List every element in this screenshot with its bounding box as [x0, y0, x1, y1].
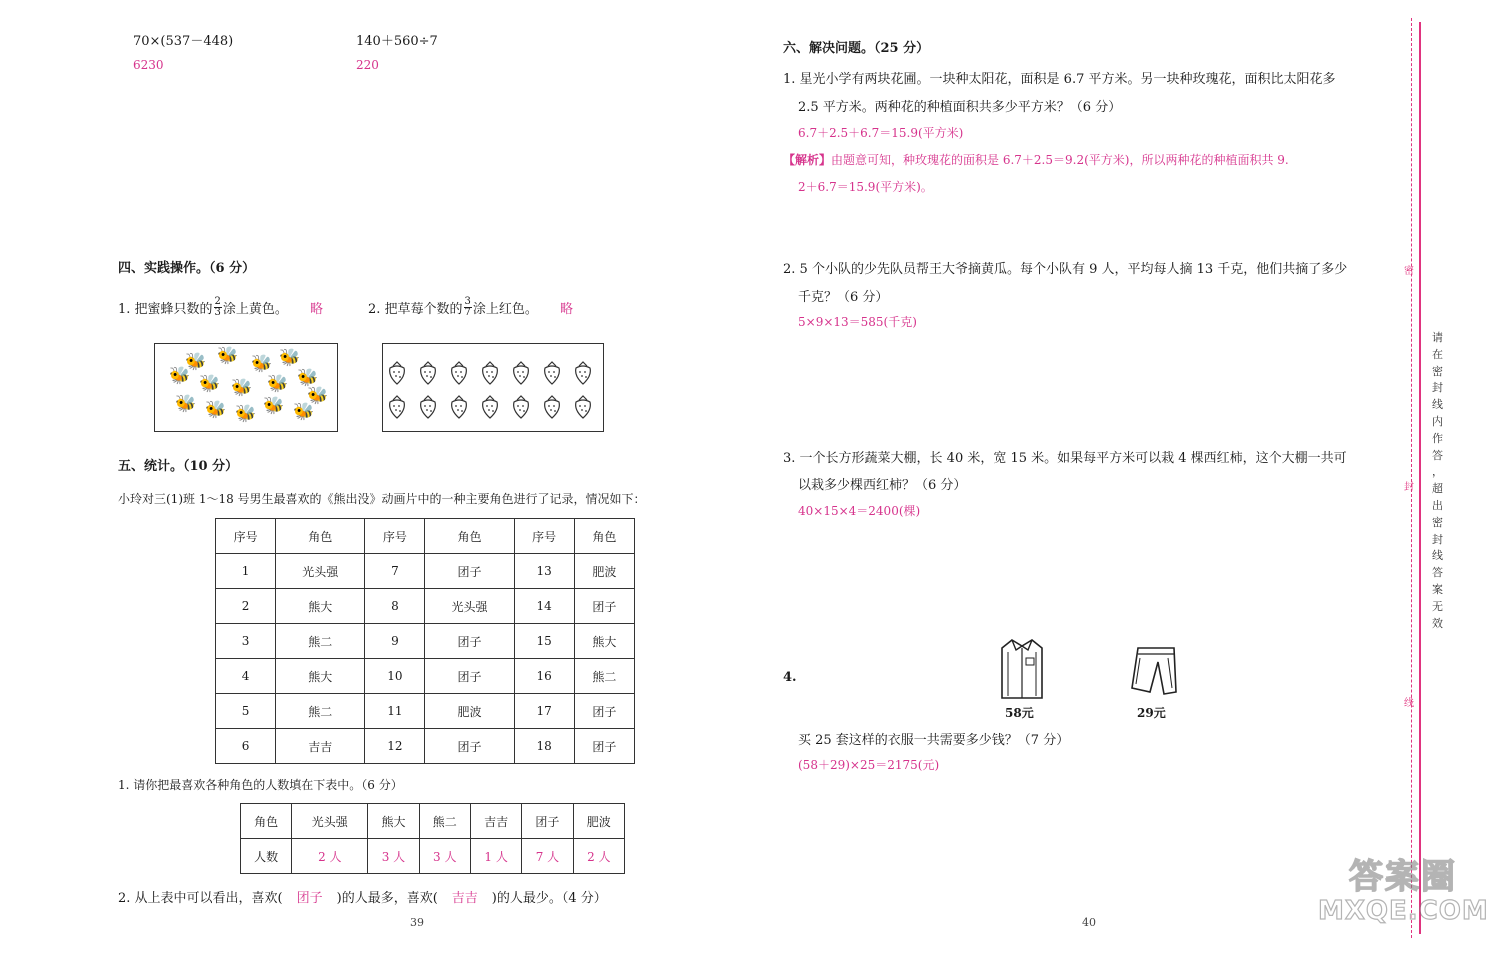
table-cell: 13 — [514, 554, 574, 589]
table-cell: 团子 — [574, 694, 634, 729]
bee-icon: 🐝 — [297, 368, 319, 388]
answer-cell: 7 人 — [522, 839, 573, 874]
table-row — [216, 589, 635, 624]
answer-cell: 2 人 — [292, 839, 368, 874]
bees-box — [154, 343, 338, 432]
table-cell: 2 — [216, 589, 276, 624]
watermark-url: MXQE.COM — [1318, 896, 1489, 926]
calc-answer-1: 6230 — [133, 58, 164, 72]
answer-cell: 3 人 — [419, 839, 470, 874]
margin-mark-mid: 封 — [1404, 482, 1414, 493]
q1-answer: 略 — [309, 302, 323, 317]
notice-char: 密 — [1432, 364, 1443, 378]
notice-char: 答 — [1432, 566, 1443, 580]
q1-prefix: 1. 把蜜蜂只数的 — [118, 302, 213, 317]
q2-line-1: 2. 5 个小队的少先队员帮王大爷摘黄瓜。每个小队有 9 人，平均每人摘 13 千克，他们共摘了多少 — [783, 262, 1348, 277]
bee-icon: 🐝 — [169, 366, 191, 386]
analysis-label: 【解析】 — [783, 153, 832, 167]
table-cell: 角色 — [241, 804, 292, 839]
notice-char: ， — [1432, 465, 1443, 479]
watermark-logo — [1318, 858, 1488, 926]
count-table-roles-row — [241, 804, 625, 839]
shirt-price: 58元 — [1005, 706, 1034, 720]
section4-question-2 — [368, 297, 573, 318]
table-cell: 人数 — [241, 839, 292, 874]
notice-char: 案 — [1432, 582, 1443, 596]
strawberries-drawing — [383, 344, 603, 431]
table-row — [216, 554, 635, 589]
notice-char: 内 — [1432, 414, 1443, 428]
q4-answer: (58＋29)×25＝2175(元) — [798, 758, 940, 772]
table-cell: 9 — [365, 624, 425, 659]
q1-suffix: 涂上黄色。 — [222, 302, 288, 317]
notice-char: 效 — [1432, 616, 1443, 630]
table-cell: 7 — [365, 554, 425, 589]
calc-expression-2: 140＋560÷7 — [356, 34, 438, 49]
q2-answer-least: 吉吉 — [451, 891, 478, 906]
table-cell: 光头强 — [292, 804, 368, 839]
q2-text: )的人最少。（4 分） — [491, 891, 607, 906]
fraction-denominator: 7 — [464, 307, 471, 318]
table-cell: 8 — [365, 589, 425, 624]
notice-char: 请 — [1432, 331, 1443, 344]
page-number-left: 39 — [410, 916, 424, 929]
bee-icon: 🐝 — [205, 400, 227, 420]
q2-text: 2. 从上表中可以看出，喜欢( — [118, 891, 283, 906]
fraction-three-sevenths — [464, 297, 472, 318]
section4-question-1 — [118, 297, 323, 318]
header-cell: 角色 — [276, 519, 365, 554]
section5-intro: 小玲对三(1)班 1～18 号男生最喜欢的《熊出没》动画片中的一种主要角色进行了记录，情况如下： — [118, 492, 646, 506]
section6-title: 六、解决问题。（25 分） — [783, 41, 930, 56]
notice-char: 作 — [1432, 431, 1443, 445]
table-row — [216, 694, 635, 729]
header-cell: 序号 — [216, 519, 276, 554]
table-cell: 12 — [365, 729, 425, 764]
q2-text: )的人最多，喜欢( — [336, 891, 438, 906]
answer-cell: 3 人 — [368, 839, 419, 874]
table-cell: 团子 — [574, 729, 634, 764]
table-cell: 团子 — [425, 624, 514, 659]
page-number-right: 40 — [1082, 916, 1096, 929]
watermark-title: 答案圈 — [1349, 857, 1457, 897]
pants-price: 29元 — [1137, 706, 1166, 720]
table-cell: 团子 — [425, 554, 514, 589]
table-cell: 1 — [216, 554, 276, 589]
answer-cell: 1 人 — [470, 839, 521, 874]
table-cell: 肥波 — [574, 554, 634, 589]
notice-char: 超 — [1432, 482, 1443, 496]
notice-char: 封 — [1432, 381, 1443, 395]
section5-title: 五、统计。（10 分） — [118, 459, 239, 474]
notice-char: 出 — [1432, 498, 1443, 512]
table-cell: 肥波 — [425, 694, 514, 729]
table-cell: 6 — [216, 729, 276, 764]
table-cell: 17 — [514, 694, 574, 729]
q3-line-2: 以栽多少棵西红柿？（6 分） — [798, 478, 967, 493]
notice-char: 线 — [1432, 398, 1443, 412]
notice-char: 无 — [1432, 599, 1443, 613]
strawberry-row-2 — [390, 396, 591, 418]
bee-icon: 🐝 — [235, 404, 257, 424]
strawberries-box — [382, 343, 604, 432]
table-cell: 5 — [216, 694, 276, 729]
table-cell: 熊大 — [368, 804, 419, 839]
binding-line — [1419, 22, 1421, 934]
table-cell: 熊大 — [276, 589, 365, 624]
q3-line-1: 3. 一个长方形蔬菜大棚，长 40 米，宽 15 米。如果每平方米可以栽 4 棵西红柿，这个大棚一共可 — [783, 451, 1347, 466]
q4-number: 4. — [783, 670, 797, 685]
count-table-counts-row — [241, 839, 625, 874]
pants-icon — [1128, 644, 1180, 696]
table-cell: 11 — [365, 694, 425, 729]
bee-icon: 🐝 — [307, 386, 329, 406]
table-cell: 16 — [514, 659, 574, 694]
table-cell: 团子 — [574, 589, 634, 624]
notice-char: 线 — [1432, 549, 1443, 563]
table-cell: 熊大 — [276, 659, 365, 694]
bee-icon: 🐝 — [217, 346, 239, 366]
margin-mark-top: 密 — [1404, 266, 1414, 277]
table-cell: 3 — [216, 624, 276, 659]
notice-char: 密 — [1432, 515, 1443, 529]
bee-icon: 🐝 — [279, 348, 301, 368]
table-cell: 光头强 — [276, 554, 365, 589]
fraction-denominator: 3 — [214, 307, 221, 318]
calc-expression-1: 70×(537－448) — [133, 34, 234, 49]
q2-answer: 5×9×13＝585(千克) — [798, 315, 917, 329]
fraction-numerator: 2 — [214, 296, 221, 307]
q2-answer: 略 — [559, 302, 573, 317]
q2-prefix: 2. 把草莓个数的 — [368, 302, 463, 317]
table-cell: 熊二 — [276, 624, 365, 659]
record-table-header — [216, 519, 635, 554]
bee-icon: 🐝 — [175, 394, 197, 414]
table-cell: 吉吉 — [276, 729, 365, 764]
table-cell: 熊二 — [574, 659, 634, 694]
table-cell: 团子 — [522, 804, 573, 839]
record-table — [215, 518, 635, 764]
table-cell: 团子 — [425, 659, 514, 694]
fraction-numerator: 3 — [464, 296, 471, 307]
notice-char: 在 — [1432, 347, 1443, 361]
section5-question-1: 1. 请你把最喜欢各种角色的人数填在下表中。（6 分） — [118, 778, 403, 792]
calc-answer-2: 220 — [356, 58, 379, 72]
bee-icon: 🐝 — [267, 374, 289, 394]
q2-suffix: 涂上红色。 — [472, 302, 538, 317]
table-cell: 光头强 — [425, 589, 514, 624]
table-cell: 10 — [365, 659, 425, 694]
q2-answer-most: 团子 — [296, 891, 323, 906]
table-cell: 团子 — [425, 729, 514, 764]
q1-analysis-line-2: 2＋6.7＝15.9(平方米)。 — [798, 180, 933, 194]
notice-char: 封 — [1432, 532, 1443, 546]
strawberry-row-1 — [390, 362, 591, 384]
table-cell: 14 — [514, 589, 574, 624]
header-cell: 角色 — [425, 519, 514, 554]
q2-line-2: 千克？（6 分） — [798, 290, 889, 305]
header-cell: 序号 — [514, 519, 574, 554]
bee-icon: 🐝 — [251, 354, 273, 374]
table-cell: 18 — [514, 729, 574, 764]
count-table — [240, 803, 625, 874]
table-row — [216, 659, 635, 694]
q1-line-2: 2.5 平方米。两种花的种植面积共多少平方米？（6 分） — [798, 100, 1122, 115]
section4-title: 四、实践操作。（6 分） — [118, 261, 256, 276]
table-cell: 肥波 — [573, 804, 624, 839]
table-cell: 吉吉 — [470, 804, 521, 839]
table-cell: 4 — [216, 659, 276, 694]
bee-icon: 🐝 — [199, 374, 221, 394]
answer-cell: 2 人 — [573, 839, 624, 874]
q4-question: 买 25 套这样的衣服一共需要多少钱？（7 分） — [798, 733, 1070, 748]
table-row — [216, 624, 635, 659]
notice-char: 答 — [1432, 448, 1443, 462]
q1-analysis — [783, 151, 1289, 168]
table-row — [216, 729, 635, 764]
header-cell: 序号 — [365, 519, 425, 554]
margin-mark-bottom: 线 — [1404, 698, 1414, 709]
q1-line-1: 1. 星光小学有两块花圃。一块种太阳花，面积是 6.7 平方米。另一块种玫瑰花，面积比太阳花多 — [783, 72, 1336, 87]
table-cell: 熊二 — [419, 804, 470, 839]
analysis-text: 由题意可知，种玫瑰花的面积是 6.7＋2.5＝9.2(平方米)，所以两种花的种植面积共 9. — [831, 153, 1289, 167]
table-cell: 熊二 — [276, 694, 365, 729]
table-cell: 熊大 — [574, 624, 634, 659]
bee-icon: 🐝 — [263, 396, 285, 416]
shirt-icon — [998, 636, 1046, 702]
header-cell: 角色 — [574, 519, 634, 554]
bee-icon: 🐝 — [293, 402, 315, 422]
q1-answer: 6.7＋2.5＋6.7＝15.9(平方米) — [798, 126, 964, 140]
bee-icon: 🐝 — [231, 378, 253, 398]
section5-question-2 — [118, 887, 607, 906]
q3-answer: 40×15×4＝2400(棵) — [798, 504, 921, 518]
table-cell: 15 — [514, 624, 574, 659]
fraction-two-thirds — [214, 297, 222, 318]
bee-icon: 🐝 — [185, 352, 207, 372]
margin-notice — [1432, 330, 1446, 632]
